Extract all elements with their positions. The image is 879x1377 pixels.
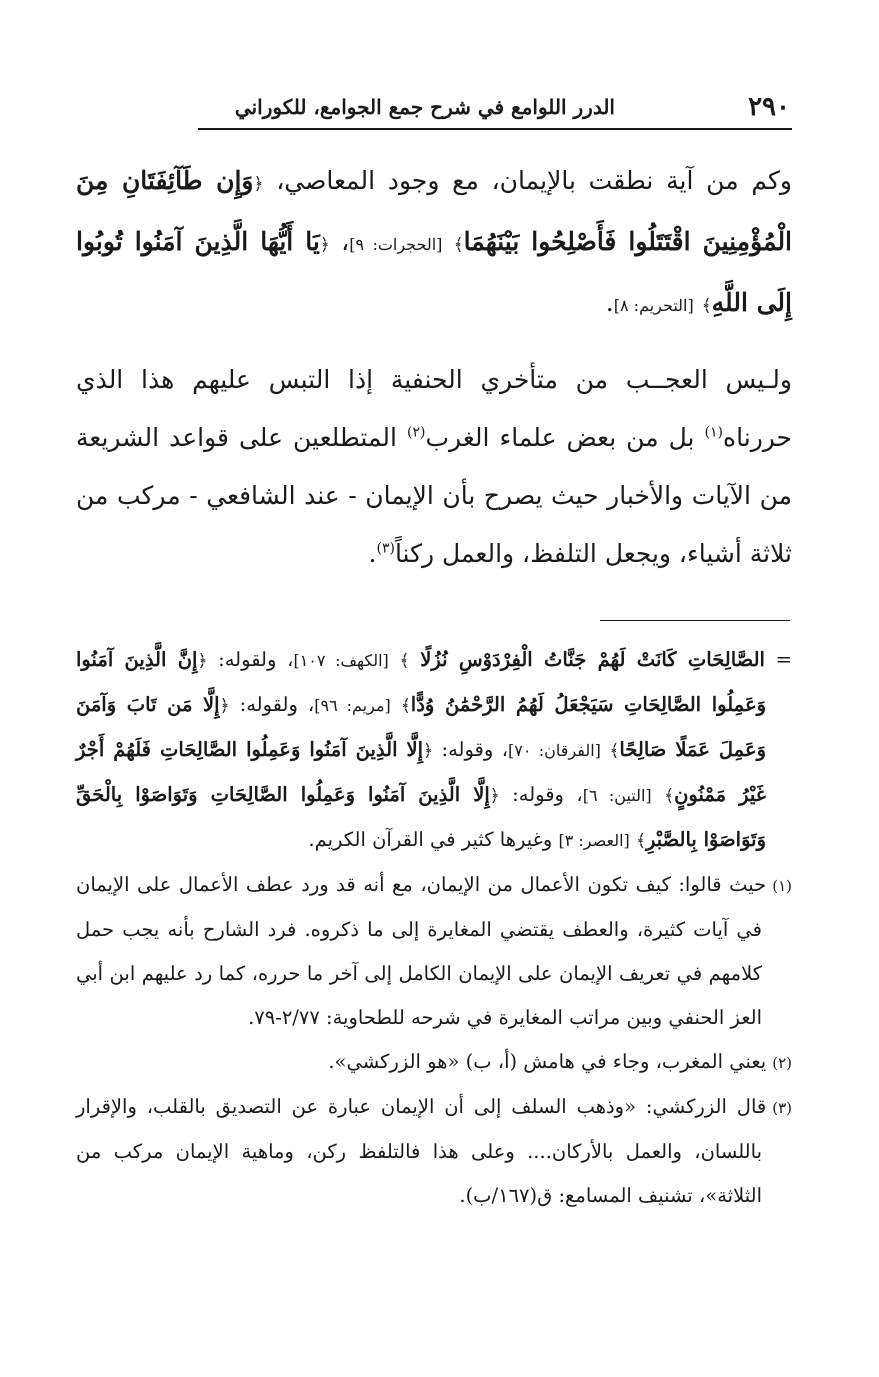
quran-verse: الصَّالِحَاتِ كَانَتْ لَهُمْ جَنَّاتُ الْفِرْدَوْسِ نُزُلًا <box>420 648 765 671</box>
quran-open-bracket: ﴿ <box>319 235 330 255</box>
quran-open-bracket: ﴿ <box>253 174 264 194</box>
quran-verse: إِلَّا الَّذِينَ آمَنُوا وَعَمِلُوا الصَّالِحَاتِ وَتَوَاصَوْا بِالْحَقِّ وَتَوَاصَوْا بِالصَّبْرِ <box>76 783 766 851</box>
text: ، ولقوله: <box>218 648 294 671</box>
quran-verse: إِلَّا مَن تَابَ وَآمَنَ وَعَمِلَ عَمَلًا صَالِحًا <box>76 693 767 761</box>
header-rule <box>198 128 792 130</box>
footnote-text: حيث قالوا: كيف تكون الأعمال من الإيمان، مع أنه قد ورد عطف الأعمال على الإيمان في آيات كثيرة، والعطف يقتضي المغايرة إلى ما ذكروه. فرد الشارح بأنه يجب حمل كلامهم في تعريف الإيمان على الإيمان الكامل إلى آخر ما حرره، كما رد عليهم ابن أبي العز الحنفي وبين مراتب المغايرة في شرحه للطحاوية: ٢/٧٧-٧٩. <box>76 873 767 1029</box>
text: . <box>368 539 377 568</box>
footnote-1 <box>76 863 792 1040</box>
running-title: الدرر اللوامع في شرح جمع الجوامع، للكوراني <box>234 95 615 119</box>
quran-close-bracket: ﴾ <box>635 831 646 851</box>
main-text <box>76 152 792 583</box>
quran-verse: يَا أَيُّهَا الَّذِينَ آمَنُوا تُوبُوا إِلَى اللَّهِ <box>76 227 792 317</box>
quran-close-bracket: ﴾ <box>453 235 464 255</box>
footnotes <box>76 638 792 1218</box>
footnote-number: (١) <box>772 877 792 895</box>
quran-open-bracket: ﴿ <box>423 741 434 761</box>
verse-reference: [مريم: ٩٦] <box>314 696 391 715</box>
verse-reference: [العصر: ٣] <box>558 831 630 850</box>
footnote-continuation <box>76 638 792 863</box>
footnote-2 <box>76 1040 792 1085</box>
text: ، وقوله: <box>441 738 509 761</box>
text: . <box>605 288 614 317</box>
quran-close-bracket: ﴾ <box>664 786 675 806</box>
quran-open-bracket: ﴿ <box>219 696 230 716</box>
verse-reference: [التين: ٦] <box>582 786 652 805</box>
text: وغيرها كثير في القرآن الكريم. <box>308 828 553 851</box>
verse-reference: [الكهف: ١٠٧] <box>293 651 389 670</box>
quran-open-bracket: ﴿ <box>197 651 208 671</box>
paragraph-1 <box>76 152 792 335</box>
footnote-number: (٢) <box>772 1054 792 1072</box>
footnote-text: يعني المغرب، وجاء في هامش (أ، ب) «هو الزركشي». <box>328 1050 767 1073</box>
quran-verse: وَإِن طَآئِفَتَانِ مِنَ الْمُؤْمِنِينَ اقْتَتَلُوا فَأَصْلِحُوا بَيْنَهُمَا <box>76 166 793 256</box>
page-header <box>190 92 790 126</box>
verse-reference: [التحريم: ٨] <box>613 296 694 315</box>
footnote-ref: (١) <box>704 424 724 441</box>
continuation-mark: = <box>775 648 792 671</box>
quran-close-bracket: ﴾ <box>609 741 620 761</box>
quran-open-bracket: ﴿ <box>489 786 500 806</box>
text: ، ولقوله: <box>239 693 315 716</box>
quran-verse: إِنَّ الَّذِينَ آمَنُوا وَعَمِلُوا الصَّالِحَاتِ سَيَجْعَلُ لَهُمُ الرَّحْمَٰنُ وُدًّا <box>76 648 767 716</box>
text: ولـيس العجــب من متأخري الحنفية إذا التبس عليهم هذا الذي حررناه <box>76 365 793 452</box>
text: ، وقوله: <box>512 783 583 806</box>
verse-reference: [الفرقان: ٧٠] <box>508 741 601 760</box>
text: ، <box>341 227 350 256</box>
quran-close-bracket: ﴾ <box>400 696 411 716</box>
text: وكم من آية نطقت بالإيمان، مع وجود المعاصي، <box>276 166 792 195</box>
quran-close-bracket: ﴾ <box>399 651 410 671</box>
page-number: ٢٩٠ <box>748 92 790 122</box>
text: بل من بعض علماء الغرب <box>425 423 695 452</box>
paragraph-2 <box>76 351 792 583</box>
footnote-text: قال الزركشي: «وذهب السلف إلى أن الإيمان عبارة عن التصديق بالقلب، والإقرار باللسان، والعمل بالأركان.... وعلى هذا فالتلفظ ركن، وماهية الإيمان مركب من الثلاثة»، تشنيف المسامع: ق(١٦٧/ب). <box>76 1095 767 1207</box>
footnote-3 <box>76 1085 792 1218</box>
footnote-ref: (٣) <box>376 540 395 557</box>
text: المتطلعين على قواعد الشريعة من الآيات والأخبار حيث يصرح بأن الإيمان - عند الشافعي - مركب من ثلاثة أشياء، ويجعل التلفظ، والعمل ركناً <box>76 423 792 568</box>
quran-close-bracket: ﴾ <box>701 296 712 316</box>
footnote-separator <box>600 620 790 621</box>
footnote-ref: (٢) <box>407 424 426 441</box>
footnote-number: (٣) <box>772 1099 792 1117</box>
quran-verse: إِلَّا الَّذِينَ آمَنُوا وَعَمِلُوا الصَّالِحَاتِ فَلَهُمْ أَجْرٌ غَيْرُ مَمْنُونٍ <box>76 738 766 806</box>
verse-reference: [الحجرات: ٩] <box>349 235 443 254</box>
